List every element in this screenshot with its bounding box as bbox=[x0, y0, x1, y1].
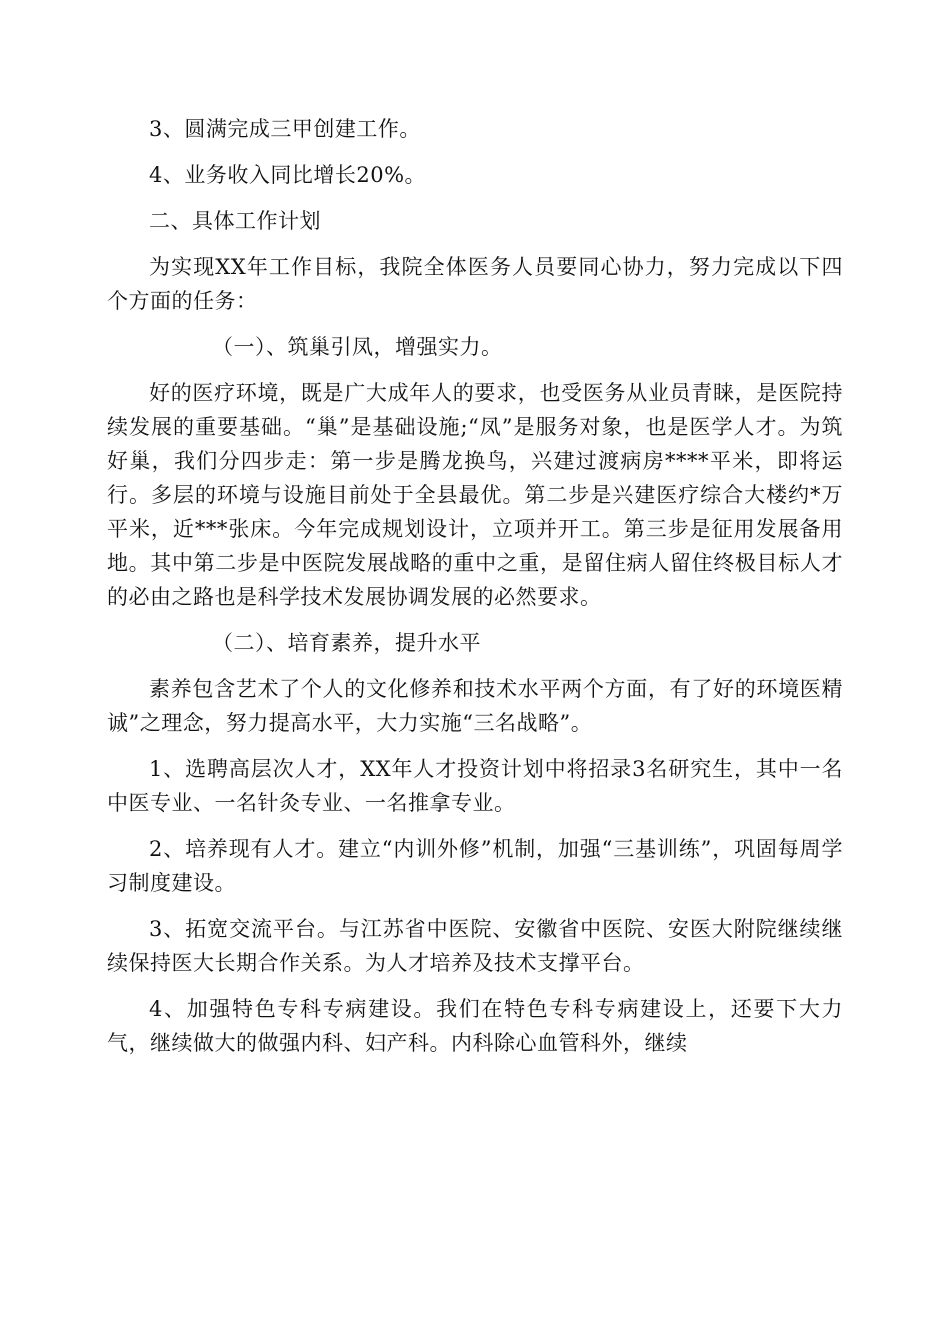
section-heading-plan: 二、具体工作计划 bbox=[149, 209, 321, 233]
list-item-talent-3: 3、拓宽交流平台。与江苏省中医院、安徽省中医院、安医大附院继续继续保持医大长期合作关系。为人才培养及技术支撑平台。 bbox=[107, 917, 843, 975]
paragraph-intro: 为实现XX年工作目标，我院全体医务人员要同心协力，努力完成以下四个方面的任务： bbox=[107, 255, 843, 313]
subheading-one: （一）、筑巢引凤，增强实力。 bbox=[212, 335, 503, 359]
document-page bbox=[107, 112, 843, 1060]
list-item-talent-2: 2、培养现有人才。建立“内训外修”机制，加强“三基训练”，巩固每周学习制度建设。 bbox=[107, 837, 843, 895]
list-item-talent-4: 4、加强特色专科专病建设。我们在特色专科专病建设上，还要下大力气，继续做大的做强内科、妇产科。内科除心血管科外，继续 bbox=[107, 997, 843, 1055]
paragraph-environment: 好的医疗环境，既是广大成年人的要求，也受医务从业员青睐，是医院持续发展的重要基础。“巢”是基础设施;“凤”是服务对象，也是医学人才。为筑好巢，我们分四步走：第一步是腾龙换鸟，兴建过渡病房****平米，即将运行。多层的环境与设施目前处于全县最优。第二步是兴建医疗综合大楼约*万平米，近***张床。今年完成规划设计，立项并开工。第三步是征用发展备用地。其中第二步是中医院发展战略的重中之重，是留住病人留住终极目标人才的必由之路也是科学技术发展协调发展的必然要求。 bbox=[107, 381, 843, 609]
list-item-goal-3: 3、圆满完成三甲创建工作。 bbox=[149, 117, 421, 141]
list-item-talent-1: 1、选聘高层次人才，XX年人才投资计划中将招录3名研究生，其中一名中医专业、一名针灸专业、一名推拿专业。 bbox=[107, 757, 843, 815]
list-item-goal-4: 4、业务收入同比增长20%。 bbox=[149, 163, 427, 187]
paragraph-quality: 素养包含艺术了个人的文化修养和技术水平两个方面，有了好的环境医精诚”之理念，努力提高水平，大力实施“三名战略”。 bbox=[107, 677, 843, 735]
subheading-two: （二）、培育素养，提升水平 bbox=[212, 631, 481, 655]
